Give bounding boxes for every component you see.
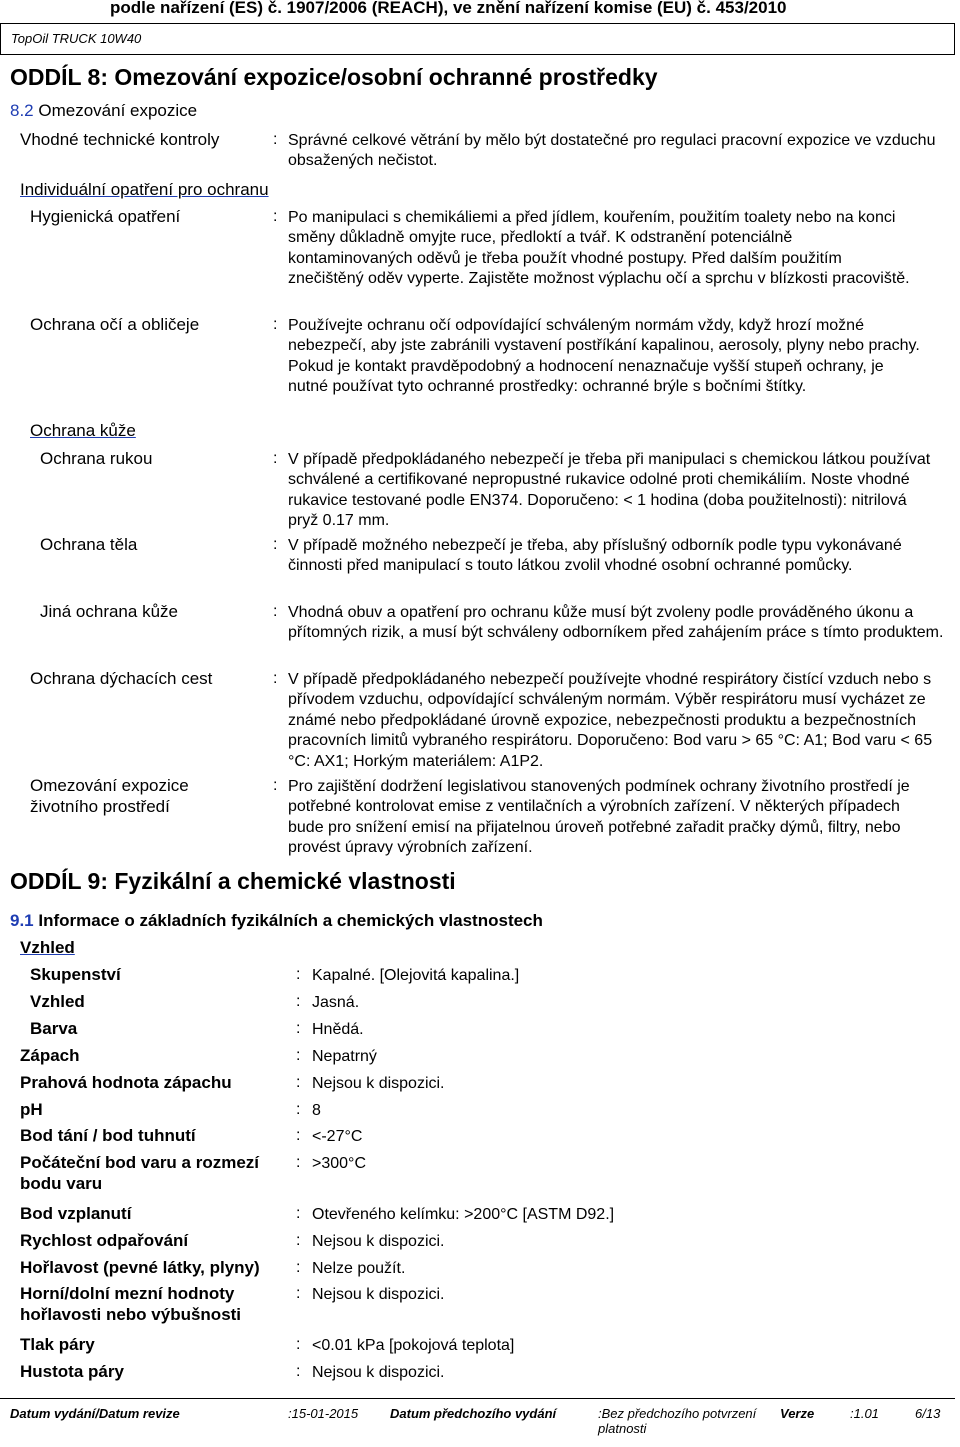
prop-label: pH (20, 1100, 43, 1119)
prop-value: >300°C (312, 1155, 366, 1172)
section-9-title: ODDÍL 9: Fyzikální a chemické vlastnosti (10, 868, 456, 894)
subsection-8-2-label: Omezování expozice (38, 101, 198, 120)
individual-protection-label: Individuální opatření pro ochranu (20, 180, 269, 199)
colon: : (296, 1232, 301, 1249)
colon: : (296, 1259, 301, 1276)
colon: : (296, 1285, 301, 1302)
footer-version-label: Verze (780, 1406, 815, 1421)
colon: : (273, 450, 278, 467)
prop-value: Jasná. (312, 994, 360, 1011)
colon: : (296, 1074, 301, 1091)
prop-value: <-27°C (312, 1128, 363, 1145)
prop-label: Prahová hodnota zápachu (20, 1073, 232, 1092)
prop-label: Barva (30, 1019, 78, 1038)
other-skin-protection-label: Jiná ochrana kůže (40, 602, 178, 621)
prop-label: Bod vzplanutí (20, 1204, 132, 1223)
prop-label: Rychlost odpařování (20, 1231, 189, 1250)
subsection-8-2 (10, 101, 197, 121)
regulation-header: podle nařízení (ES) č. 1907/2006 (REACH), ve znění nařízení komise (EU) č. 453/2010 (110, 0, 787, 17)
colon: : (296, 1020, 301, 1037)
colon: : (296, 1205, 301, 1222)
other-skin-protection-value: Vhodná obuv a opatření pro ochranu kůže musí být zvoleny podle prováděného úkonu a přítomných rizik, a musí být schváleny odborníkem před zahájením práce s tímto produktem. (288, 604, 944, 642)
environmental-exposure-label: Omezování expozice životního prostředí (30, 776, 189, 816)
subsection-9-1-number: 9.1 (10, 911, 34, 930)
body-protection-value: V případě možného nebezpečí je třeba, aby příslušný odborník podle typu vykonávané činnosti před manipulací s touto látkou zvolil vhodné osobní ochranné pomůcky. (288, 537, 902, 575)
prop-value: Otevřeného kelímku: >200°C [ASTM D92.] (312, 1206, 615, 1223)
tech-controls-label: Vhodné technické kontroly (20, 130, 220, 149)
prop-value: Nepatrný (312, 1048, 377, 1065)
tech-controls-value: Správné celkové větrání by mělo být dostatečné pro regulaci pracovní expozice ve vzduchu obsažených nečistot. (288, 132, 936, 170)
colon: : (273, 208, 278, 225)
subsection-9-1-label: Informace o základních fyzikálních a chemických vlastnostech (38, 911, 543, 930)
colon: : (273, 536, 278, 553)
colon: : (296, 1101, 301, 1118)
environmental-exposure-value: Pro zajištění dodržení legislativou stanovených podmínek ochrany životního prostředí je potřebné kontrolovat emise z ventilačních a výrobních zařízení. V některých případech bude pro snížení emisí na přijatelnou úroveň potřebné zařadit pračky dýmů, filtry, nebo provést úpravy výrobních zařízení. (288, 778, 910, 857)
footer-prev-value: :Bez předchozího potvrzení platnosti (598, 1406, 757, 1436)
prop-label: Zápach (20, 1046, 80, 1065)
body-protection-label: Ochrana těla (40, 535, 138, 554)
prop-label: Vzhled (30, 992, 85, 1011)
subsection-8-2-number: 8.2 (10, 101, 34, 120)
prop-value: Nelze použít. (312, 1260, 406, 1277)
eye-protection-value: Používejte ochranu očí odpovídající schváleným normám vždy, když hrozí možné nebezpečí, aby jste zabránili vystavení postříkání kapalinou, aerosoly, plyny nebo prachy. Pokud je kontakt pravděpodobný a hodnocení nenaznačuje vyšší stupeň ochrany, je nutné používat tyto ochranné prostředky: ochranné brýle s bočními štítky. (288, 317, 920, 396)
colon: : (273, 316, 278, 333)
prop-label: Hořlavost (pevné látky, plyny) (20, 1258, 260, 1277)
colon: : (296, 1363, 301, 1380)
prop-value: Nejsou k dispozici. (312, 1286, 445, 1303)
product-name: TopOil TRUCK 10W40 (11, 31, 142, 46)
colon: : (296, 966, 301, 983)
prop-label: Hustota páry (20, 1362, 124, 1381)
footer-prev-label: Datum předchozího vydání (390, 1406, 557, 1421)
prop-label: Tlak páry (20, 1335, 95, 1354)
colon: : (273, 131, 278, 148)
colon: : (296, 993, 301, 1010)
prop-label: Horní/dolní mezní hodnoty hořlavosti nebo výbušnosti (20, 1284, 242, 1324)
colon: : (296, 1336, 301, 1353)
prop-value: <0.01 kPa [pokojová teplota] (312, 1337, 515, 1354)
footer-date-value: :15-01-2015 (288, 1406, 359, 1421)
prop-value: Kapalné. [Olejovitá kapalina.] (312, 967, 520, 984)
product-box (0, 23, 955, 55)
colon: : (296, 1127, 301, 1144)
prop-value: Nejsou k dispozici. (312, 1233, 445, 1250)
colon: : (273, 670, 278, 687)
subsection-9-1 (10, 911, 543, 931)
prop-value: Nejsou k dispozici. (312, 1364, 445, 1381)
footer-date-label: Datum vydání/Datum revize (10, 1406, 180, 1421)
prop-label: Bod tání / bod tuhnutí (20, 1126, 196, 1145)
hand-protection-value: V případě předpokládaného nebezpečí je třeba při manipulaci s chemickou látkou používat schválené a certifikované nepropustné rukavice odolné proti chemikáliím. Noste vhodné rukavice testované podle EN374. Doporučeno: < 1 hodina (doba použitelnosti): nitrilová pryž 0.17 mm. (288, 451, 931, 530)
hand-protection-label: Ochrana rukou (40, 449, 153, 468)
prop-label: Skupenství (30, 965, 121, 984)
footer-version-value: :1.01 (850, 1406, 879, 1421)
page-number: 6/13 (915, 1406, 941, 1421)
section-8-title: ODDÍL 8: Omezování expozice/osobní ochranné prostředky (10, 64, 658, 90)
prop-label: Počáteční bod varu a rozmezí bodu varu (20, 1153, 260, 1193)
skin-protection-label: Ochrana kůže (30, 421, 136, 440)
prop-value: Hnědá. (312, 1021, 364, 1038)
colon: : (273, 777, 278, 794)
hygiene-value: Po manipulaci s chemikáliemi a před jídlem, kouřením, použitím toalety nebo na konci směny důkladně omyjte ruce, předloktí a tvář. K odstranění potenciálně kontaminovaných oděvů je třeba použít vhodné postupy. Před dalším použitím znečištěný oděv vyperte. Zajistěte možnost výplachu očí a sprchu v blízkosti pracoviště. (288, 209, 910, 288)
colon: : (296, 1047, 301, 1064)
eye-protection-label: Ochrana očí a obličeje (30, 315, 200, 334)
page-footer (0, 1398, 955, 1443)
prop-value: Nejsou k dispozici. (312, 1075, 445, 1092)
respiratory-protection-label: Ochrana dýchacích cest (30, 669, 213, 688)
appearance-heading: Vzhled (20, 938, 75, 957)
colon: : (296, 1154, 301, 1171)
colon: : (273, 603, 278, 620)
respiratory-protection-value: V případě předpokládaného nebezpečí používejte vhodné respirátory čistící vzduch nebo s přívodem vzduchu, odpovídající schváleným normám. Výběr respirátoru musí vycházet ze známé nebo předpokládané úrovně expozice, nebezpečnosti produktu a bezpečnostních pracovních limitů vybraného respirátoru. Doporučeno: Bod varu > 65 °C: A1; Bod varu < 65 °C: AX1; Horkým materiálem: A1P2. (288, 671, 933, 770)
hygiene-label: Hygienická opatření (30, 207, 181, 226)
prop-value: 8 (312, 1102, 321, 1119)
